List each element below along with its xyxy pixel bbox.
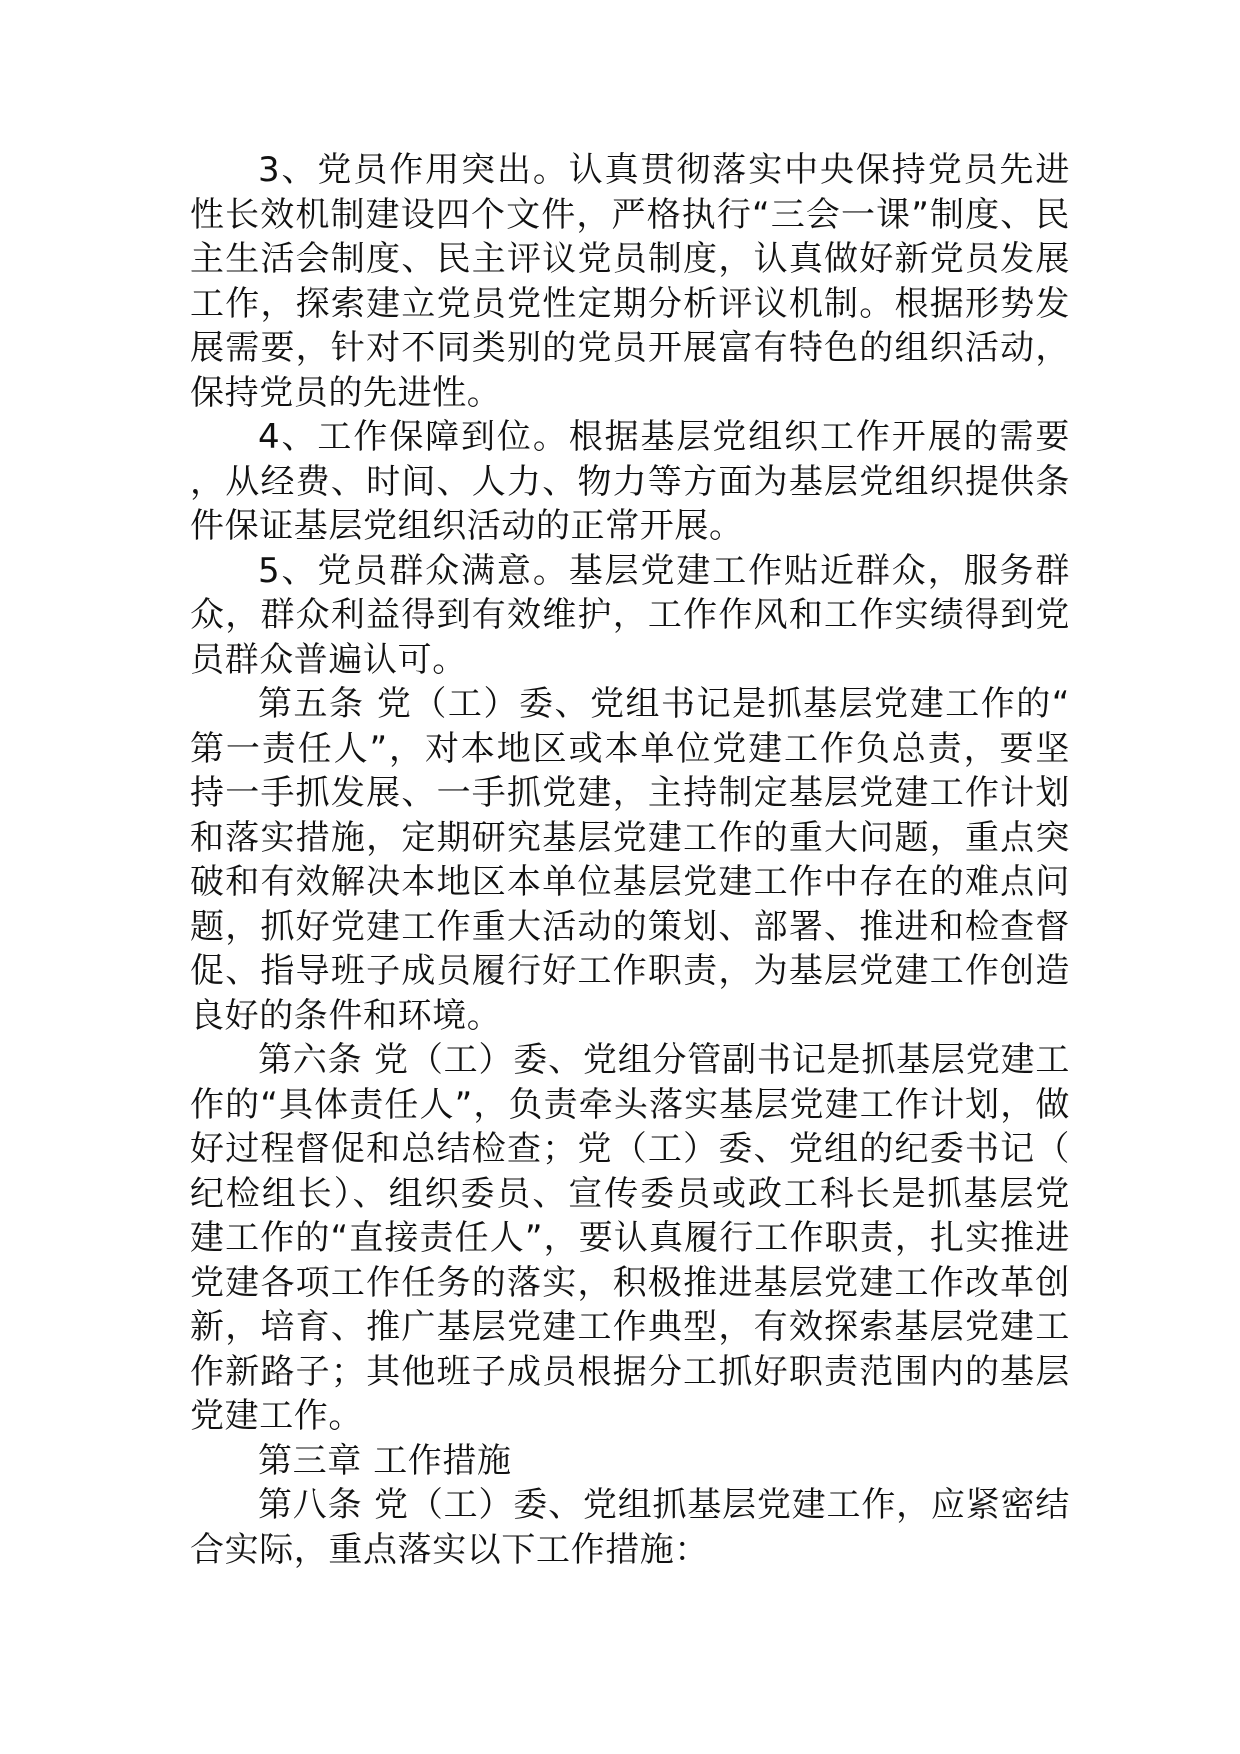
paragraph-article-five: 第五条 党（工）委、党组书记是抓基层党建工作的“第一责任人”，对本地区或本单位党建工作负总责，要坚持一手抓发展、一手抓党建，主持制定基层党建工作计划和落实措施，定期研究基层党建工作的重大问题，重点突破和有效解决本地区本单位基层党建工作中存在的难点问题，抓好党建工作重大活动的策划、部署、推进和检查督促、指导班子成员履行好工作职责，为基层党建工作创造良好的条件和环境。 [190, 684, 1070, 1036]
paragraph-public-satisfaction: 5、党员群众满意。基层党建工作贴近群众，服务群众，群众利益得到有效维护，工作作风和工作实绩得到党员群众普遍认可。 [190, 550, 1070, 680]
paragraph-article-eight: 第八条 党（工）委、党组抓基层党建工作，应紧密结合实际，重点落实以下工作措施： [190, 1485, 1070, 1570]
chapter-heading: 第三章 工作措施 [258, 1440, 512, 1481]
document-body [190, 148, 1070, 1572]
paragraph-party-member-role: 3、党员作用突出。认真贯彻落实中央保持党员先进性长效机制建设四个文件，严格执行“三会一课”制度、民主生活会制度、民主评议党员制度，认真做好新党员发展工作，探索建立党员党性定期分析评议机制。根据形势发展需要，针对不同类别的党员开展富有特色的组织活动，保持党员的先进性。 [190, 150, 1070, 413]
paragraph-article-six: 第六条 党（工）委、党组分管副书记是抓基层党建工作的“具体责任人”，负责牵头落实基层党建工作计划，做好过程督促和总结检查；党（工）委、党组的纪委书记（纪检组长）、组织委员、宣传委员或政工科长是抓基层党建工作的“直接责任人”，要认真履行工作职责，扎实推进党建各项工作任务的落实，积极推进基层党建工作改革创新，培育、推广基层党建工作典型，有效探索基层党建工作新路子；其他班子成员根据分工抓好职责范围内的基层党建工作。 [190, 1040, 1070, 1436]
paragraph-work-guarantee: 4、工作保障到位。根据基层党组织工作开展的需要，从经费、时间、人力、物力等方面为基层党组织提供条件保证基层党组织活动的正常开展。 [190, 417, 1070, 546]
